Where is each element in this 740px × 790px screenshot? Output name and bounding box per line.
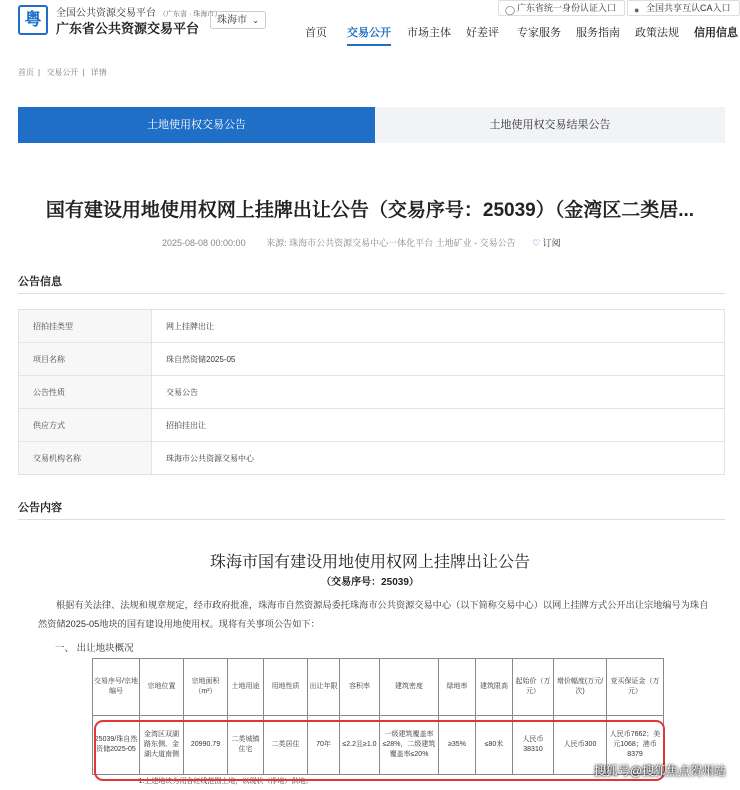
info-key: 项目名称: [19, 343, 152, 376]
ca-entry-link[interactable]: [627, 0, 740, 16]
nav-expert-service[interactable]: 专家服务: [517, 27, 561, 39]
site-header: [0, 0, 740, 44]
breadcrumb-trading[interactable]: 交易公开: [46, 68, 79, 77]
info-value: 交易公告: [152, 376, 725, 409]
city-select-value: 珠海市: [217, 15, 247, 26]
info-key: 招拍挂类型: [19, 310, 152, 343]
column-header: 用地性质: [264, 659, 308, 716]
subscribe-label: 订阅: [542, 238, 561, 248]
info-value: 珠海市公共资源交易中心: [152, 442, 725, 475]
table-note: 1.上述地块为闭合红线范围土地，以现状（净地）供地。: [138, 778, 313, 785]
table-row: [19, 376, 725, 409]
column-header: 增价幅度(万元/次): [554, 659, 607, 716]
nav-market-entities[interactable]: 市场主体: [407, 27, 451, 39]
page-title: 国有建设用地使用权网上挂牌出让公告（交易序号：25039）（金湾区二类居...: [45, 200, 695, 221]
article-paragraph: 根据有关法律、法规和规章规定，经市政府批准，珠海市自然资源局委托珠海市公共资源交易中心（以下简称交易中心）以网上挂牌方式公开出让宗地编号为珠自然资储2025-05地块的国有建设用地使用权。现将有关事项公告如下：: [38, 600, 709, 629]
column-header: 宗地位置: [140, 659, 184, 716]
source-text: 来源: 珠海市公共资源交易中心一体化平台 土地矿业 - 交易公告: [266, 238, 516, 248]
section-heading-info: 公告信息: [18, 276, 62, 288]
table-row: [19, 442, 725, 475]
nav-policy[interactable]: 政策法规: [635, 27, 679, 39]
provincial-auth-label: 广东省统一身份认证入口: [517, 3, 617, 13]
breadcrumb-detail: 详情: [90, 68, 107, 77]
column-header: 土地用途: [228, 659, 264, 716]
section-divider: [18, 293, 725, 294]
site-title[interactable]: 广东省公共资源交易平台: [56, 21, 200, 36]
column-header: 建筑限高: [476, 659, 513, 716]
tab-land-result[interactable]: 土地使用权交易结果公告: [375, 107, 725, 143]
column-header: 容积率: [340, 659, 380, 716]
nav-trading-public[interactable]: 交易公开: [347, 24, 391, 46]
platform-region: （广东省 · 珠海市）: [159, 11, 222, 18]
table-cell: 人民币300: [554, 716, 607, 775]
table-cell: 人民币38310: [513, 716, 554, 775]
provincial-auth-link[interactable]: [498, 0, 625, 16]
table-cell: ≥35%: [439, 716, 476, 775]
table-cell: 金湾区双湖路东侧、金湖大道南侧: [140, 716, 184, 775]
table-cell: ≤80米: [476, 716, 513, 775]
column-header: 交易序号/宗地编号: [93, 659, 140, 716]
breadcrumb: 首页 | 交易公开 | 详情: [18, 68, 107, 77]
table-cell: 二类城镇住宅: [228, 716, 264, 775]
column-header: 出让年限: [308, 659, 340, 716]
info-key: 供应方式: [19, 409, 152, 442]
nav-feedback[interactable]: 好差评: [466, 27, 499, 39]
column-header: 建筑密度: [380, 659, 439, 716]
land-table-header: [93, 659, 664, 716]
section-land-overview: 一、 出让地块概况: [55, 643, 134, 654]
city-select[interactable]: [210, 11, 266, 29]
user-icon: ●: [634, 5, 640, 15]
column-header: 绿地率: [439, 659, 476, 716]
highlight-outline: [94, 720, 665, 781]
publish-date: 2025-08-08 00:00:00: [162, 238, 246, 248]
table-row: [19, 310, 725, 343]
info-table: [18, 309, 725, 475]
table-row: [19, 343, 725, 376]
table-cell: 人民币7662；美元1068；港币8379: [607, 716, 664, 775]
info-key: 交易机构名称: [19, 442, 152, 475]
article-title: 珠海市国有建设用地使用权网上挂牌出让公告: [209, 554, 530, 571]
info-value: 珠自然资储2025-05: [152, 343, 725, 376]
announcement-meta: [162, 236, 561, 249]
table-cell: 25039/珠自然资储2025-05: [93, 716, 140, 775]
platform-name: [56, 4, 221, 19]
article-serial: （交易序号：25039）: [321, 577, 419, 588]
site-logo[interactable]: 粤: [18, 5, 48, 35]
table-row: [19, 409, 725, 442]
table-cell: 一级建筑覆盖率≤28%，二级建筑覆盖率≤20%: [380, 716, 439, 775]
watermark: 搜狐号@搜狐焦点贺州站: [593, 764, 726, 778]
column-header: 起始价（万元）: [513, 659, 554, 716]
shield-icon: ◯: [505, 5, 516, 15]
table-cell: 20990.79: [184, 716, 228, 775]
info-value: 招拍挂出让: [152, 409, 725, 442]
chevron-down-icon: ⌄: [252, 16, 259, 25]
info-key: 公告性质: [19, 376, 152, 409]
heart-icon: ♡: [532, 238, 541, 248]
breadcrumb-home[interactable]: 首页: [18, 68, 34, 77]
section-divider: [18, 519, 725, 520]
tab-land-announcement[interactable]: 土地使用权交易公告: [18, 107, 375, 143]
subscribe-button[interactable]: [532, 238, 561, 248]
table-cell: 70年: [308, 716, 340, 775]
nav-service-guide[interactable]: 服务指南: [576, 27, 620, 39]
platform-name-text: 全国公共资源交易平台: [56, 8, 156, 19]
section-heading-content: 公告内容: [18, 502, 62, 514]
table-cell: 二类居住: [264, 716, 308, 775]
column-header: 竞买保证金（万元）: [607, 659, 664, 716]
table-cell: ≤2.2且≥1.0: [340, 716, 380, 775]
nav-home[interactable]: 首页: [305, 27, 327, 39]
nav-credit-info[interactable]: 信用信息: [694, 27, 738, 39]
info-value: 网上挂牌出让: [152, 310, 725, 343]
ca-entry-label: 全国共享互认CA入口: [646, 3, 731, 13]
column-header: 宗地面积（m²）: [184, 659, 228, 716]
